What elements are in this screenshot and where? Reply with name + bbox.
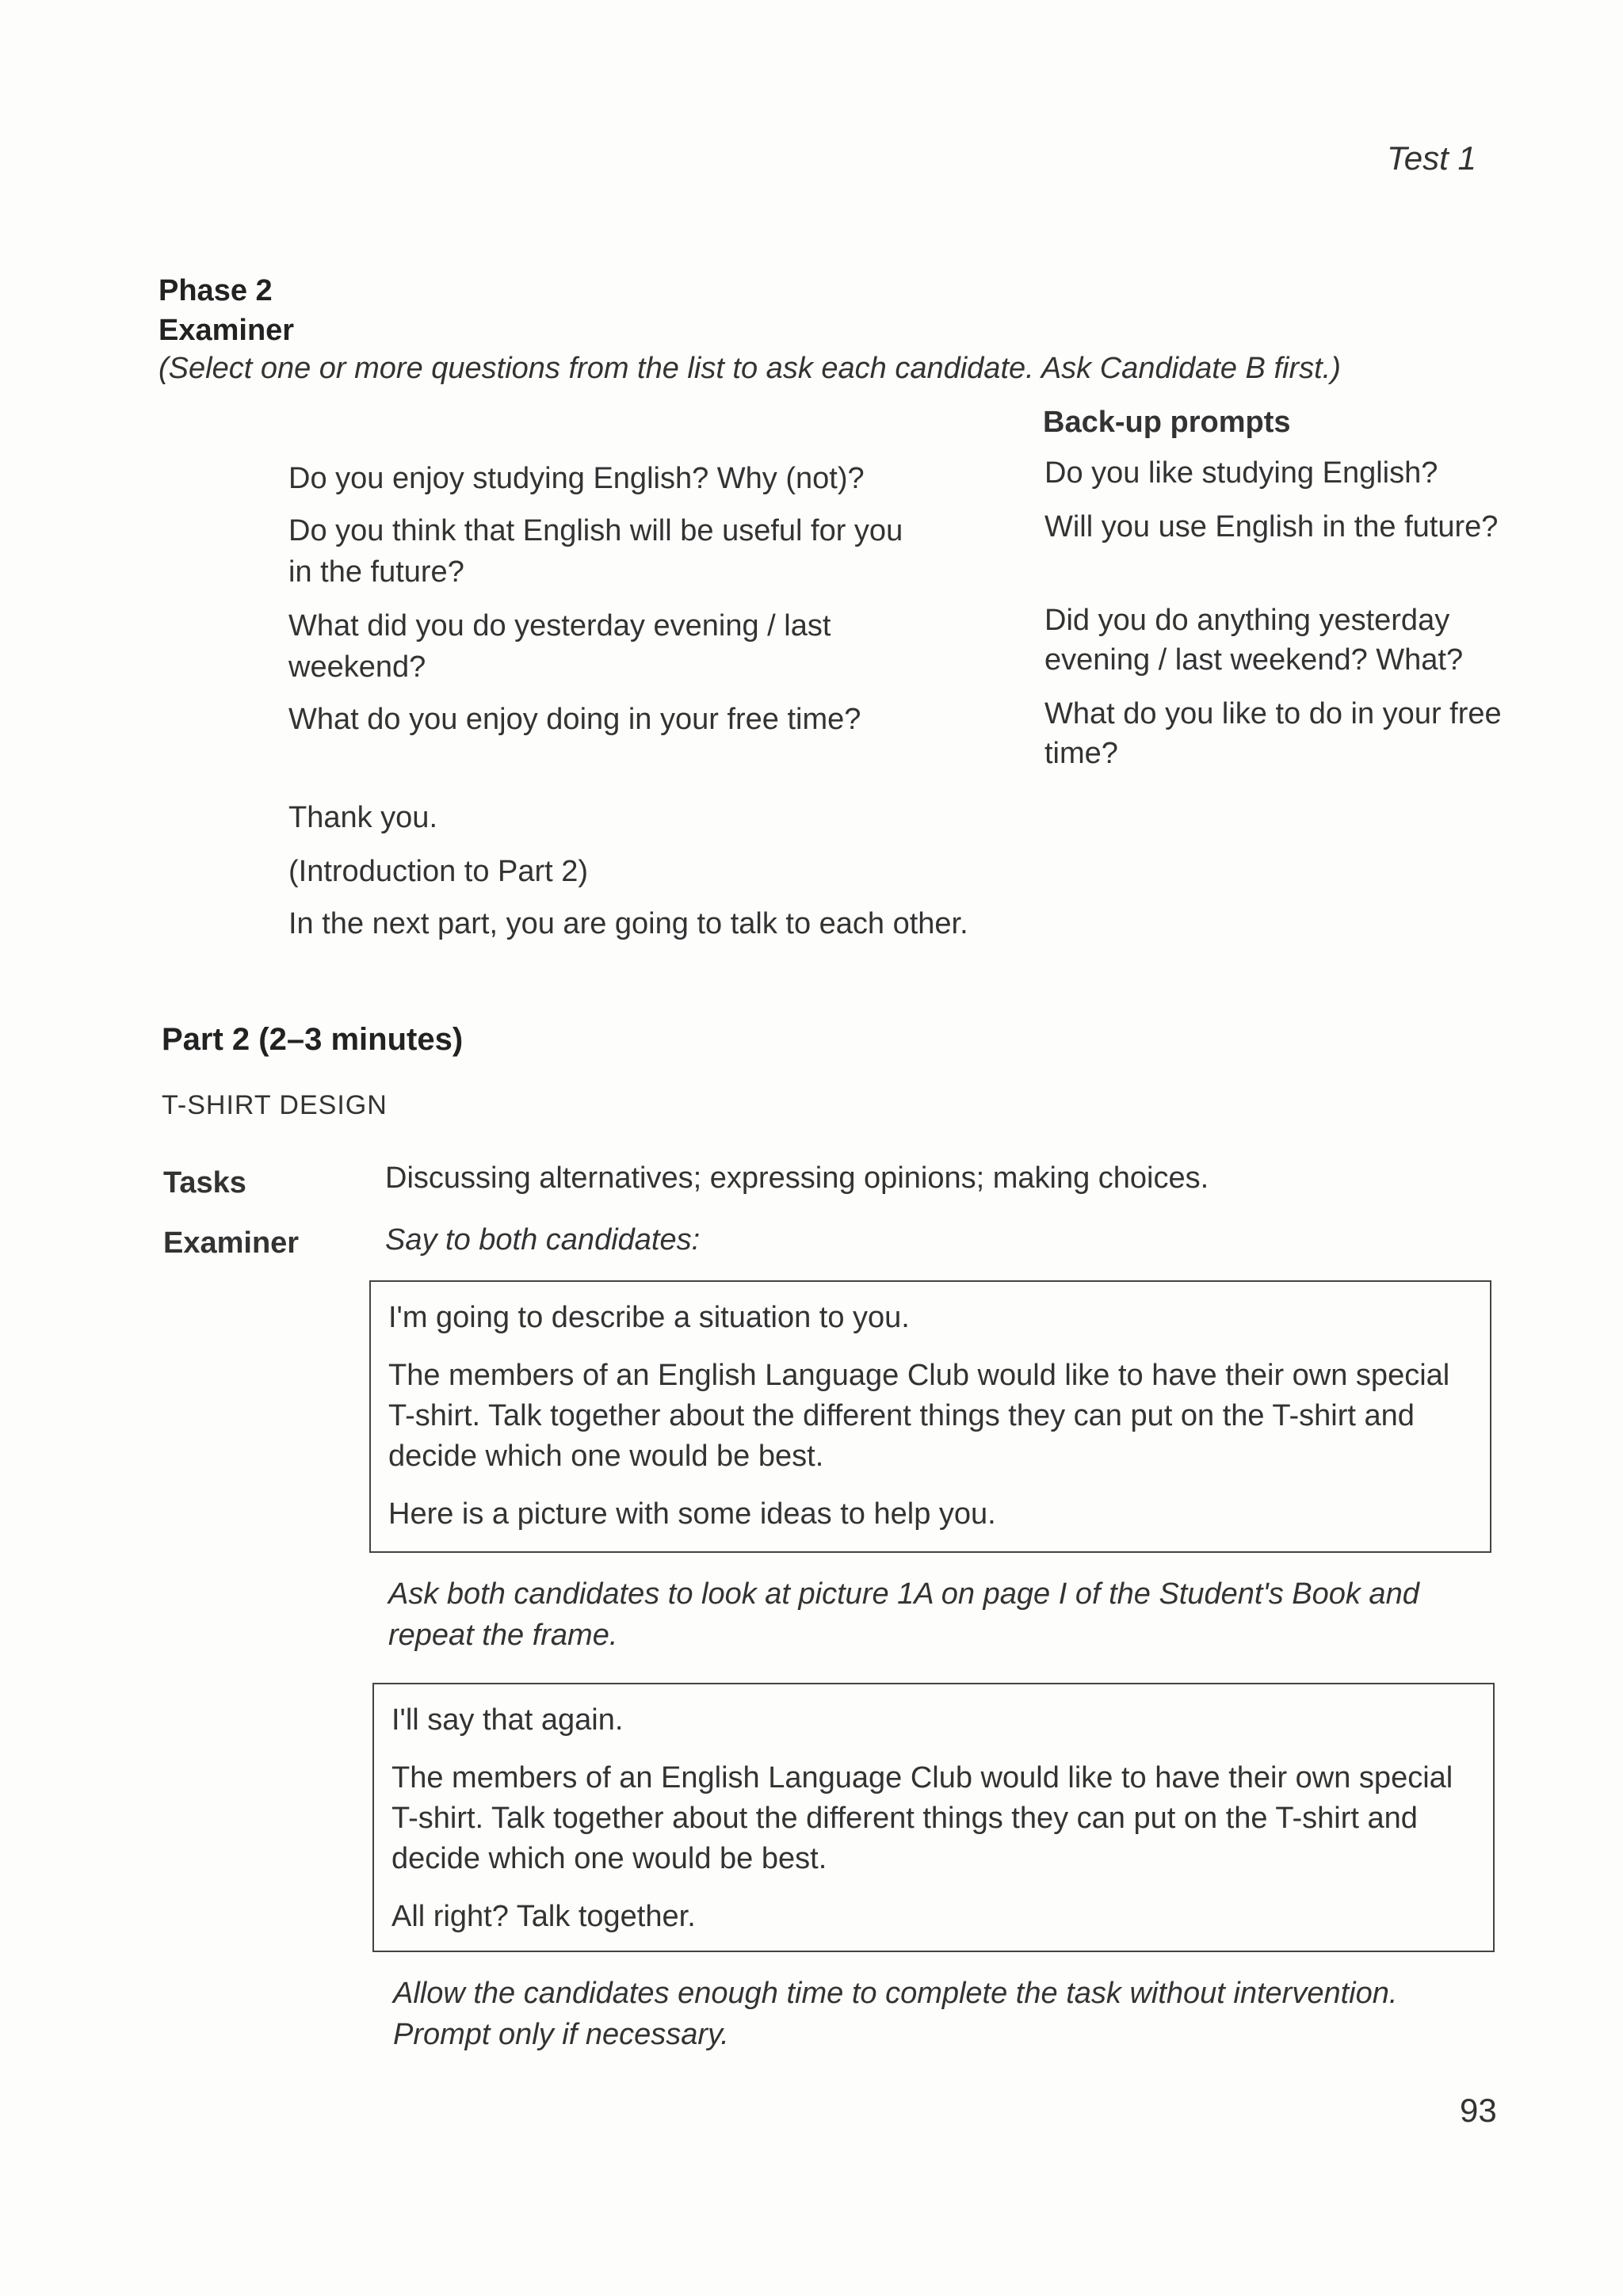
- tasks-text: Discussing alternatives; expressing opinions; making choices.: [385, 1161, 1209, 1195]
- phase-title: Phase 2: [158, 274, 273, 307]
- backup-prompt-4: What do you like to do in your free time?: [1044, 697, 1502, 770]
- box1-line1: I'm going to describe a situation to you.: [388, 1301, 910, 1334]
- phase-instruction: (Select one or more questions from the list to ask each candidate. Ask Candidate B first.): [158, 352, 1341, 385]
- question-2: Do you think that English will be useful for you in the future?: [288, 514, 903, 589]
- test-label: Test 1: [1387, 139, 1476, 177]
- part2-subtitle: T-SHIRT DESIGN: [162, 1090, 388, 1120]
- backup-prompt-3: Did you do anything yesterday evening / last weekend? What?: [1044, 604, 1464, 677]
- box2-line1: I'll say that again.: [391, 1703, 624, 1737]
- question-1: Do you enjoy studying English? Why (not)?: [288, 462, 865, 495]
- backup-prompt-2: Will you use English in the future?: [1044, 510, 1499, 543]
- next-part-text: In the next part, you are going to talk to each other.: [288, 907, 968, 940]
- situation-box: [369, 1280, 1491, 1553]
- repeat-box: [372, 1683, 1495, 1952]
- box1-line3: Here is a picture with some ideas to help you.: [388, 1497, 996, 1531]
- thank-you-text: Thank you.: [288, 801, 437, 834]
- backup-prompt-1: Do you like studying English?: [1044, 456, 1438, 490]
- phase-examiner-label: Examiner: [158, 314, 295, 347]
- page-number: 93: [1460, 2092, 1497, 2129]
- question-4: What do you enjoy doing in your free time?: [288, 703, 861, 736]
- box2-line2: The members of an English Language Club would like to have their own special T-shirt. Talk together about the different things they can put on the T-shirt and decide which one would be best.: [391, 1761, 1453, 1875]
- box1-line2: The members of an English Language Club would like to have their own special T-shirt. Talk together about the different things they can put on the T-shirt and decide which one would be best.: [388, 1359, 1450, 1473]
- examiner-note-1: Ask both candidates to look at picture 1A on page I of the Student's Book and repeat the frame.: [388, 1577, 1419, 1652]
- backup-prompts-heading: Back-up prompts: [1043, 406, 1291, 439]
- question-3: What did you do yesterday evening / last weekend?: [288, 609, 831, 684]
- part2-title: Part 2 (2–3 minutes): [162, 1022, 464, 1057]
- examiner-label: Examiner: [163, 1226, 300, 1260]
- examiner-note-2: Allow the candidates enough time to complete the task without intervention. Prompt only if necessary.: [393, 1977, 1398, 2051]
- box2-line3: All right? Talk together.: [391, 1900, 696, 1933]
- tasks-label: Tasks: [163, 1166, 246, 1199]
- examiner-instruction: Say to both candidates:: [385, 1223, 701, 1257]
- intro-part2-text: (Introduction to Part 2): [288, 855, 589, 888]
